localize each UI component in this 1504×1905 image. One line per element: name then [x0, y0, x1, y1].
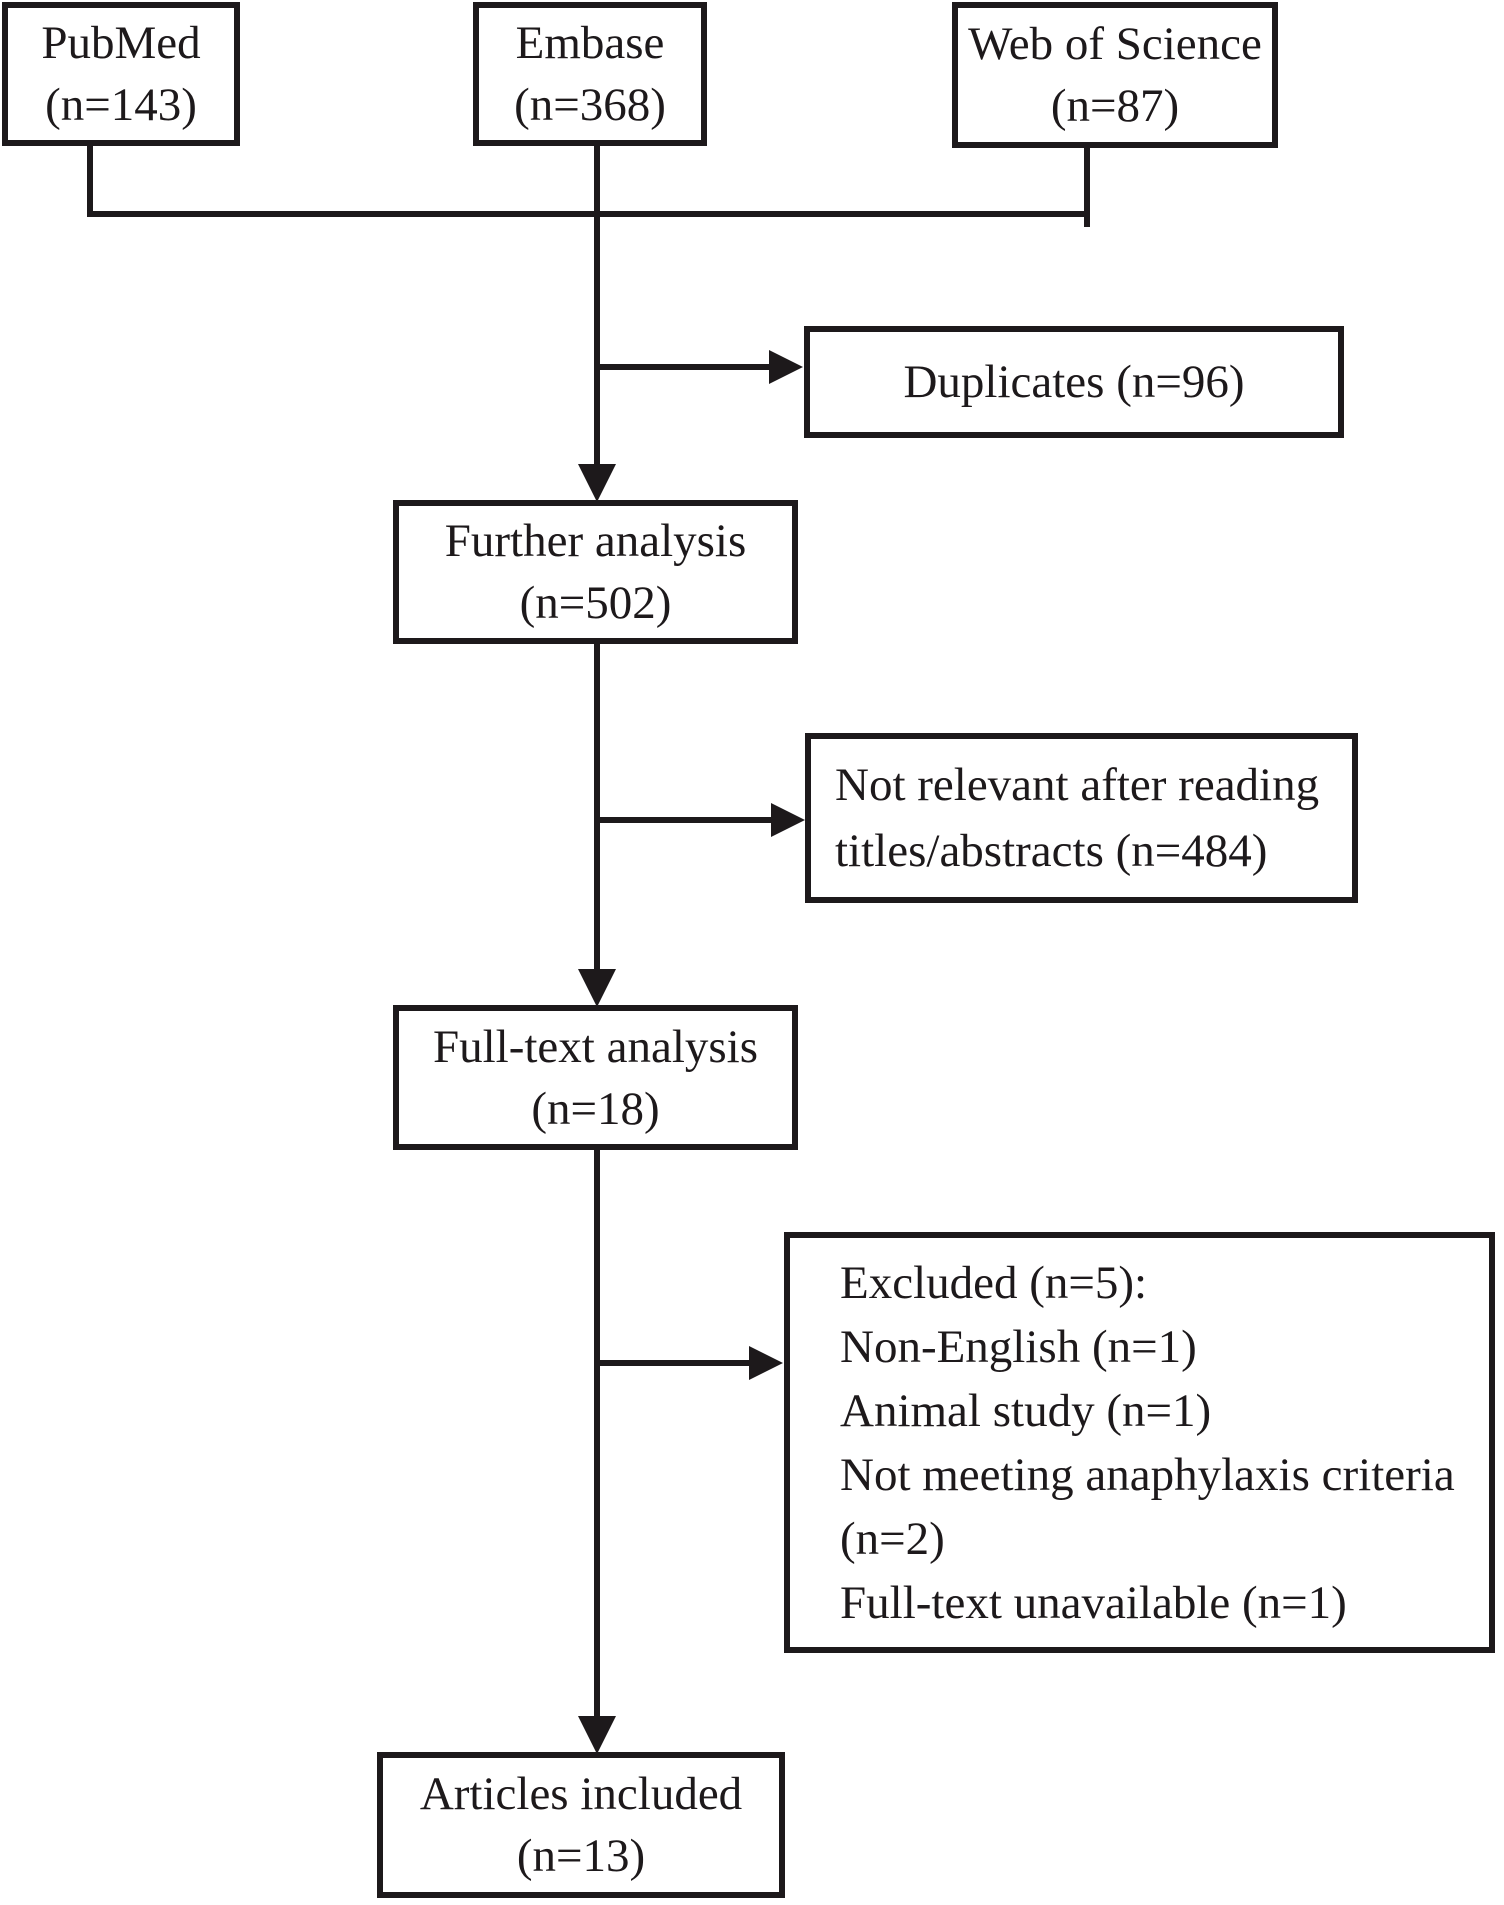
arrowhead-down-to-full-text-analysis — [578, 969, 616, 1007]
excluded-reason-full-text-unavailable: Full-text unavailable (n=1) — [840, 1576, 1347, 1629]
source-box-pubmed — [2, 2, 240, 146]
excluded-header: Excluded (n=5): — [840, 1256, 1148, 1309]
full-text-analysis-box — [393, 1005, 798, 1150]
connector-branch-excluded — [597, 1360, 749, 1366]
connector-branch-duplicates — [597, 364, 769, 370]
excluded-reason-criteria: Not meeting anaphylaxis criteria — [840, 1448, 1455, 1501]
articles-included-box — [377, 1752, 785, 1898]
connector-center-segment-1 — [594, 145, 600, 464]
excluded-box — [784, 1232, 1495, 1653]
source-name: Web of Science — [968, 18, 1262, 70]
source-count: (n=368) — [514, 79, 666, 131]
source-box-embase — [473, 2, 707, 146]
connector-merge-line — [87, 211, 1090, 217]
further-analysis-box — [393, 500, 798, 644]
source-count: (n=87) — [1050, 80, 1180, 132]
connector-center-segment-2 — [594, 643, 600, 969]
not-relevant-line2: titles/abstracts (n=484) — [835, 825, 1268, 877]
not-relevant-box — [805, 733, 1358, 903]
source-name: Embase — [515, 17, 665, 69]
source-name: PubMed — [41, 17, 201, 69]
source-count: (n=143) — [45, 79, 197, 131]
excluded-reason-animal-study: Animal study (n=1) — [840, 1384, 1212, 1437]
connector-center-segment-3 — [594, 1149, 600, 1716]
arrowhead-right-to-excluded — [749, 1346, 783, 1380]
duplicates-box — [804, 326, 1344, 438]
full-text-analysis-label: Full-text analysis — [432, 1020, 759, 1073]
further-analysis-label: Further analysis — [444, 515, 747, 567]
articles-included-count: (n=13) — [516, 1830, 646, 1882]
further-analysis-count: (n=502) — [519, 577, 672, 629]
arrowhead-down-to-further-analysis — [578, 464, 616, 502]
arrowhead-right-to-not-relevant — [771, 803, 805, 837]
connector-branch-not-relevant — [597, 817, 771, 823]
duplicates-label: Duplicates (n=96) — [903, 356, 1245, 408]
connector-pubmed-stem — [87, 145, 93, 217]
not-relevant-line1: Not relevant after reading — [835, 759, 1320, 811]
excluded-reason-non-english: Non-English (n=1) — [840, 1320, 1197, 1373]
source-box-web-of-science — [952, 2, 1278, 148]
full-text-analysis-count: (n=18) — [531, 1082, 660, 1135]
arrowhead-right-to-duplicates — [769, 350, 803, 384]
arrowhead-down-to-articles-included — [578, 1716, 616, 1754]
articles-included-label: Articles included — [419, 1768, 743, 1820]
excluded-reason-criteria-count: (n=2) — [840, 1512, 945, 1565]
